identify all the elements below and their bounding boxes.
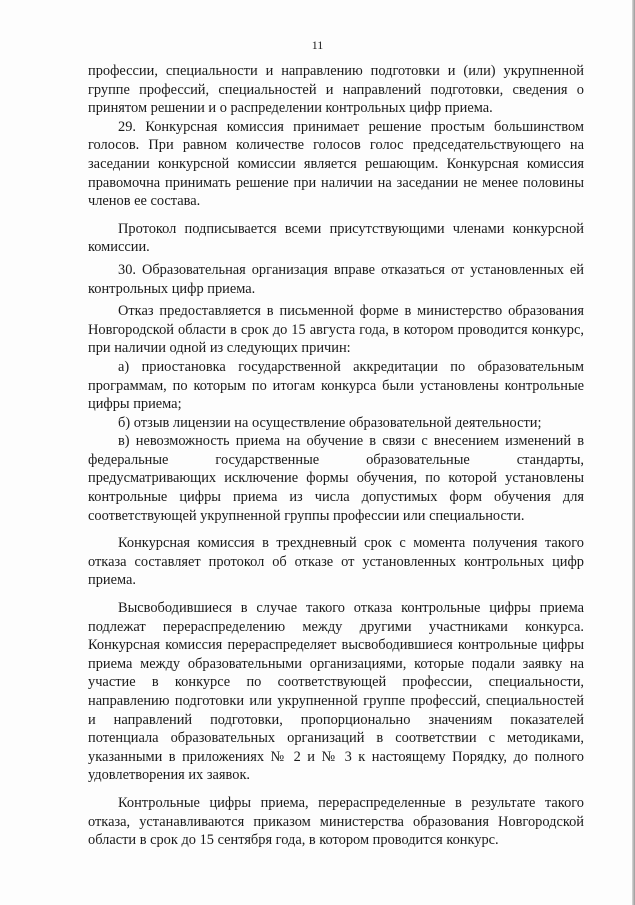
document-body bbox=[88, 62, 584, 850]
paragraph-refusal: Отказ предоставляется в письменной форме в министерство образования Новгородской области в срок до 15 августа года, в котором проводится конкурс, при наличии одной из следующих причин: bbox=[88, 303, 584, 357]
paragraph-item-29: 29. Конкурсная комиссия принимает решение простым большинством голосов. При равном количестве голосов голос председательствующего на заседании конкурсной комиссии является решающим. Конкурсная комиссия правомочна принимать решение при наличии на заседании не менее половины членов ее состава. bbox=[88, 118, 584, 210]
paragraph-item-30: 30. Образовательная организация вправе отказаться от установленных ей контрольных цифр приема. bbox=[88, 261, 584, 297]
list-item-v: в) невозможность приема на обучение в связи с внесением изменений в федеральные государственные образовательные стандарты, предусматривающих исключение формы обучения, по которой установлены контрольные цифры приема из числа допустимых форм обучения для соответствующей укрупненной группы профессии или специальности. bbox=[88, 433, 584, 524]
page-number: 11 bbox=[311, 38, 324, 52]
list-item-b: б) отзыв лицензии на осуществление образовательной деятельности; bbox=[118, 414, 542, 431]
paragraph-redistribution: Высвободившиеся в случае такого отказа контрольные цифры приема подлежат перераспределению между другими участниками конкурса. Конкурсная комиссия перераспределяет высвободившиеся контрольные цифры приема между образовательными организациями, которые подали заявку на участие в конкурсе по соответствующей профессии, специальности, направлению подготовки или укрупненной группе профессий, специальностей и направлений подготовки, пропорционально значениям показателей потенциала образовательных организаций в соответствии с методиками, указанными в приложениях № 2 и № 3 к настоящему Порядку, до полного удовлетворения их заявок. bbox=[88, 600, 584, 784]
list-item-a: а) приостановка государственной аккредитации по образовательным программам, по которым по итогам конкурса были установлены контрольные цифры приема; bbox=[88, 358, 584, 413]
paragraph-order: Контрольные цифры приема, перераспределенные в результате такого отказа, устанавливаются приказом министерства образования Новгородской области в срок до 15 сентября года, в котором проводится конкурс. bbox=[88, 794, 584, 849]
paragraph-protocol: Протокол подписывается всеми присутствующими членами конкурсной комиссии. bbox=[88, 220, 584, 256]
paragraph-continuation: профессии, специальности и направлению подготовки и (или) укрупненной группе профессий, специальностей и направлений подготовки, сведения о принятом решении и о распределении контрольных цифр приема. bbox=[88, 63, 584, 117]
paragraph-commission-protocol: Конкурсная комиссия в трехдневный срок с момента получения такого отказа составляет протокол об отказе от установленных контрольных цифр приема. bbox=[88, 535, 584, 589]
